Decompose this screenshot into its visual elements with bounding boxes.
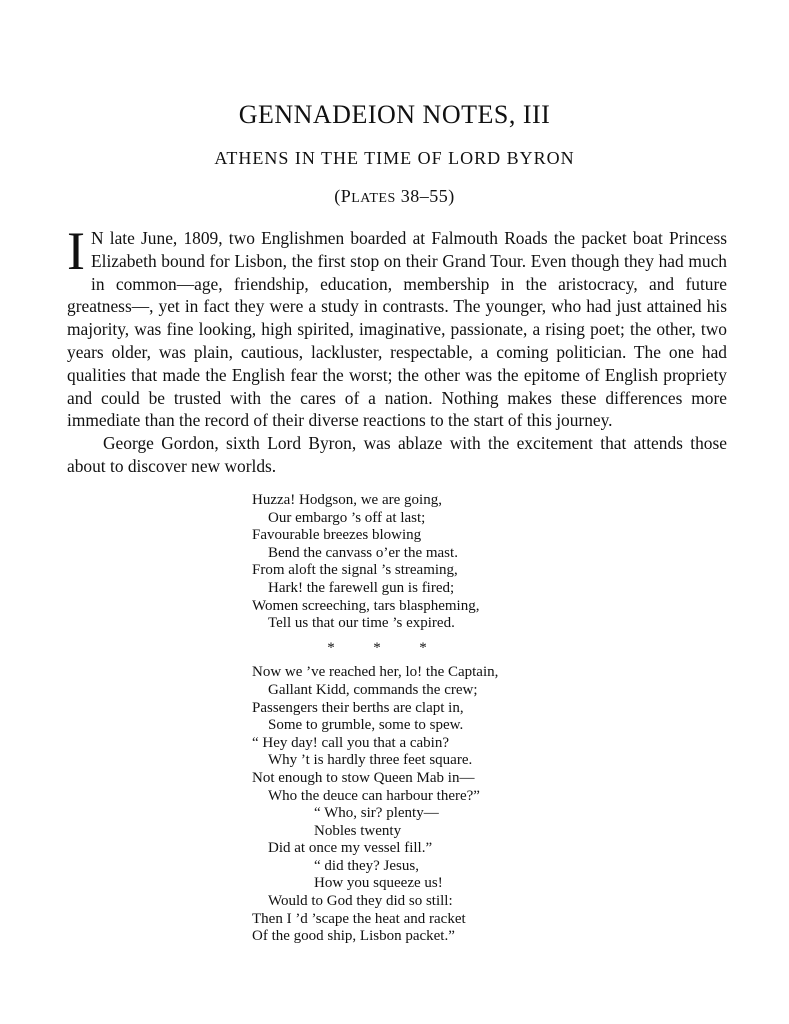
poem-line: Why ’t is hardly three feet square. <box>268 752 473 769</box>
poem-line: Now we ’ve reached her, lo! the Captain, <box>252 664 499 681</box>
poem-line: Gallant Kidd, commands the crew; <box>268 681 478 698</box>
poem-line: Not enough to stow Queen Mab in— <box>252 769 475 786</box>
plates-range: 38–55) <box>400 186 455 206</box>
paragraph-1-text: N late June, 1809, two Englishmen boarded at Falmouth Roads the packet boat Princess Elizabeth bound for Lisbon, the first stop on their Grand Tour. Even though they had much in common—age, friendship, education, membership in the aristocracy, and future greatness—, yet in fact they were a study in contrasts. The younger, who had just attained his majority, was fine looking, high spirited, imaginative, passionate, a rising poet; the other, two years older, was plain, cautious, lackluster, respectable, a coming politician. The one had qualities that made the English fear the worst; the other was the epitome of English propriety and could be trusted with the cares of a nation. Nothing makes these differences more immediate than the record of their diverse reactions to the start of this journey. <box>67 228 727 431</box>
page-subtitle: ATHENS IN THE TIME OF LORD BYRON <box>214 148 575 168</box>
page-title: GENNADEION NOTES, III <box>238 100 551 129</box>
poem-line: Our embargo ’s off at last; <box>268 509 426 526</box>
plates-small-caps: LATES <box>351 191 396 206</box>
poem-line: Tell us that our time ’s expired. <box>268 615 455 632</box>
separator-star: * <box>373 639 381 656</box>
body-text <box>67 221 727 478</box>
plates-reference <box>0 185 789 210</box>
poem-line: “ did they? Jesus, <box>314 857 419 874</box>
poem-line: How you squeeze us! <box>314 875 443 892</box>
poem-line: Nobles twenty <box>314 822 402 839</box>
poem-line: Bend the canvass o’er the mast. <box>268 544 458 561</box>
poem-line: Did at once my vessel fill.” <box>268 840 433 857</box>
paragraph-1 <box>67 221 727 432</box>
paragraph-2: George Gordon, sixth Lord Byron, was ablaze with the excitement that attends those about to discover new worlds. <box>67 433 727 476</box>
poem-line: Who the deuce can harbour there?” <box>268 787 480 804</box>
separator-star: * <box>327 639 335 656</box>
poem-line: “ Hey day! call you that a cabin? <box>252 734 449 751</box>
poem-line: Women screeching, tars blaspheming, <box>252 597 480 614</box>
poem-line: Of the good ship, Lisbon packet.” <box>252 928 455 945</box>
poem-line: Would to God they did so still: <box>268 893 453 910</box>
plates-open: (P <box>334 186 352 206</box>
poem-block <box>252 492 652 946</box>
poem-line: Favourable breezes blowing <box>252 527 422 544</box>
stanza-separator <box>252 640 652 658</box>
poem-line: Huzza! Hodgson, we are going, <box>252 492 442 508</box>
poem-line: Some to grumble, some to spew. <box>268 717 464 734</box>
poem-line: Passengers their berths are clapt in, <box>252 699 464 716</box>
poem-line: “ Who, sir? plenty— <box>314 805 439 822</box>
separator-star: * <box>419 639 427 656</box>
poem-line: From aloft the signal ’s streaming, <box>252 562 458 579</box>
poem-line: Hark! the farewell gun is fired; <box>268 579 455 596</box>
poem-line: Then I ’d ’scape the heat and racket <box>252 910 466 927</box>
drop-cap: I <box>67 221 85 281</box>
